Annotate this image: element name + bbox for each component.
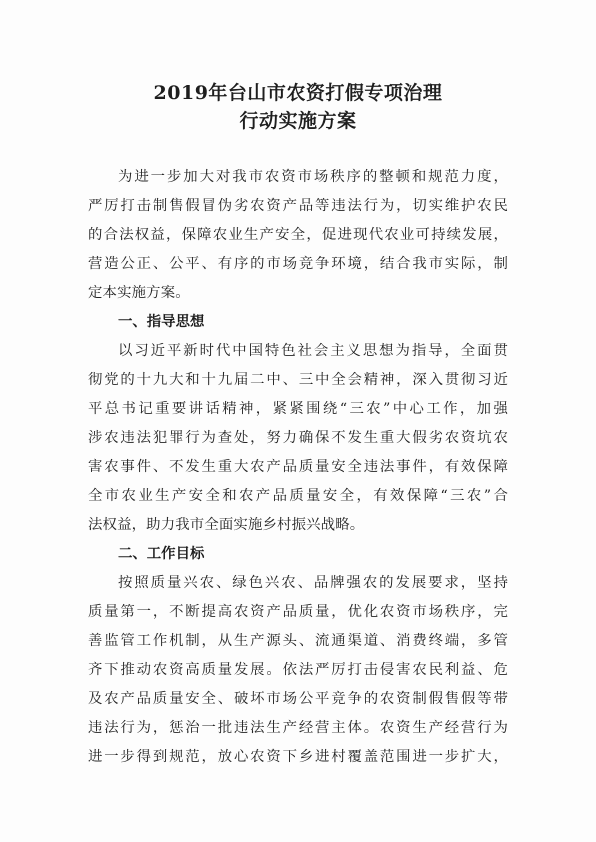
section-heading-work-goals: 二、工作目标 bbox=[118, 546, 205, 562]
document-title-line-1: 2019年台山市农资打假专项治理 bbox=[153, 82, 443, 104]
section-heading-guiding-ideology: 一、指导思想 bbox=[118, 314, 205, 330]
section1-line: 全市农业生产安全和农产品质量安全，有效保障“三农”合 bbox=[88, 488, 508, 504]
intro-line: 营造公正、公平、有序的市场竞争环境，结合我市实际，制 bbox=[88, 256, 508, 272]
section2-line: 及农产品质量安全、破坏市场公平竞争的农资制假售假等带 bbox=[88, 691, 508, 707]
section2-line: 质量第一，不断提高农资产品质量，优化农资市场秩序，完 bbox=[88, 604, 508, 620]
section2-line: 按照质量兴农、绿色兴农、品牌强农的发展要求，坚持 bbox=[118, 575, 508, 591]
intro-line: 定本实施方案。 bbox=[88, 285, 190, 301]
intro-line: 为进一步加大对我市农资市场秩序的整顿和规范力度， bbox=[118, 169, 508, 185]
section1-line: 平总书记重要讲话精神，紧紧围绕“三农”中心工作，加强 bbox=[88, 401, 508, 417]
section1-line: 以习近平新时代中国特色社会主义思想为指导，全面贯 bbox=[118, 343, 508, 359]
section1-line: 彻党的十九大和十九届二中、三中全会精神，深入贯彻习近 bbox=[88, 372, 508, 388]
intro-line: 的合法权益，保障农业生产安全，促进现代农业可持续发展， bbox=[88, 227, 508, 243]
section1-line: 涉农违法犯罪行为查处，努力确保不发生重大假劣农资坑农 bbox=[88, 430, 508, 446]
section2-line: 齐下推动农资高质量发展。依法严厉打击侵害农民利益、危 bbox=[88, 662, 508, 678]
intro-line: 严厉打击制售假冒伪劣农资产品等违法行为，切实维护农民 bbox=[88, 198, 508, 214]
section2-line: 进一步得到规范，放心农资下乡进村覆盖范围进一步扩大， bbox=[88, 749, 508, 765]
document-title-line-2: 行动实施方案 bbox=[239, 110, 357, 132]
section2-line: 善监管工作机制，从生产源头、流通渠道、消费终端，多管 bbox=[88, 633, 508, 649]
section1-line: 害农事件、不发生重大农产品质量安全违法事件，有效保障 bbox=[88, 459, 508, 475]
section1-line: 法权益，助力我市全面实施乡村振兴战略。 bbox=[88, 517, 365, 533]
section2-line: 违法行为，惩治一批违法生产经营主体。农资生产经营行为 bbox=[88, 720, 508, 736]
